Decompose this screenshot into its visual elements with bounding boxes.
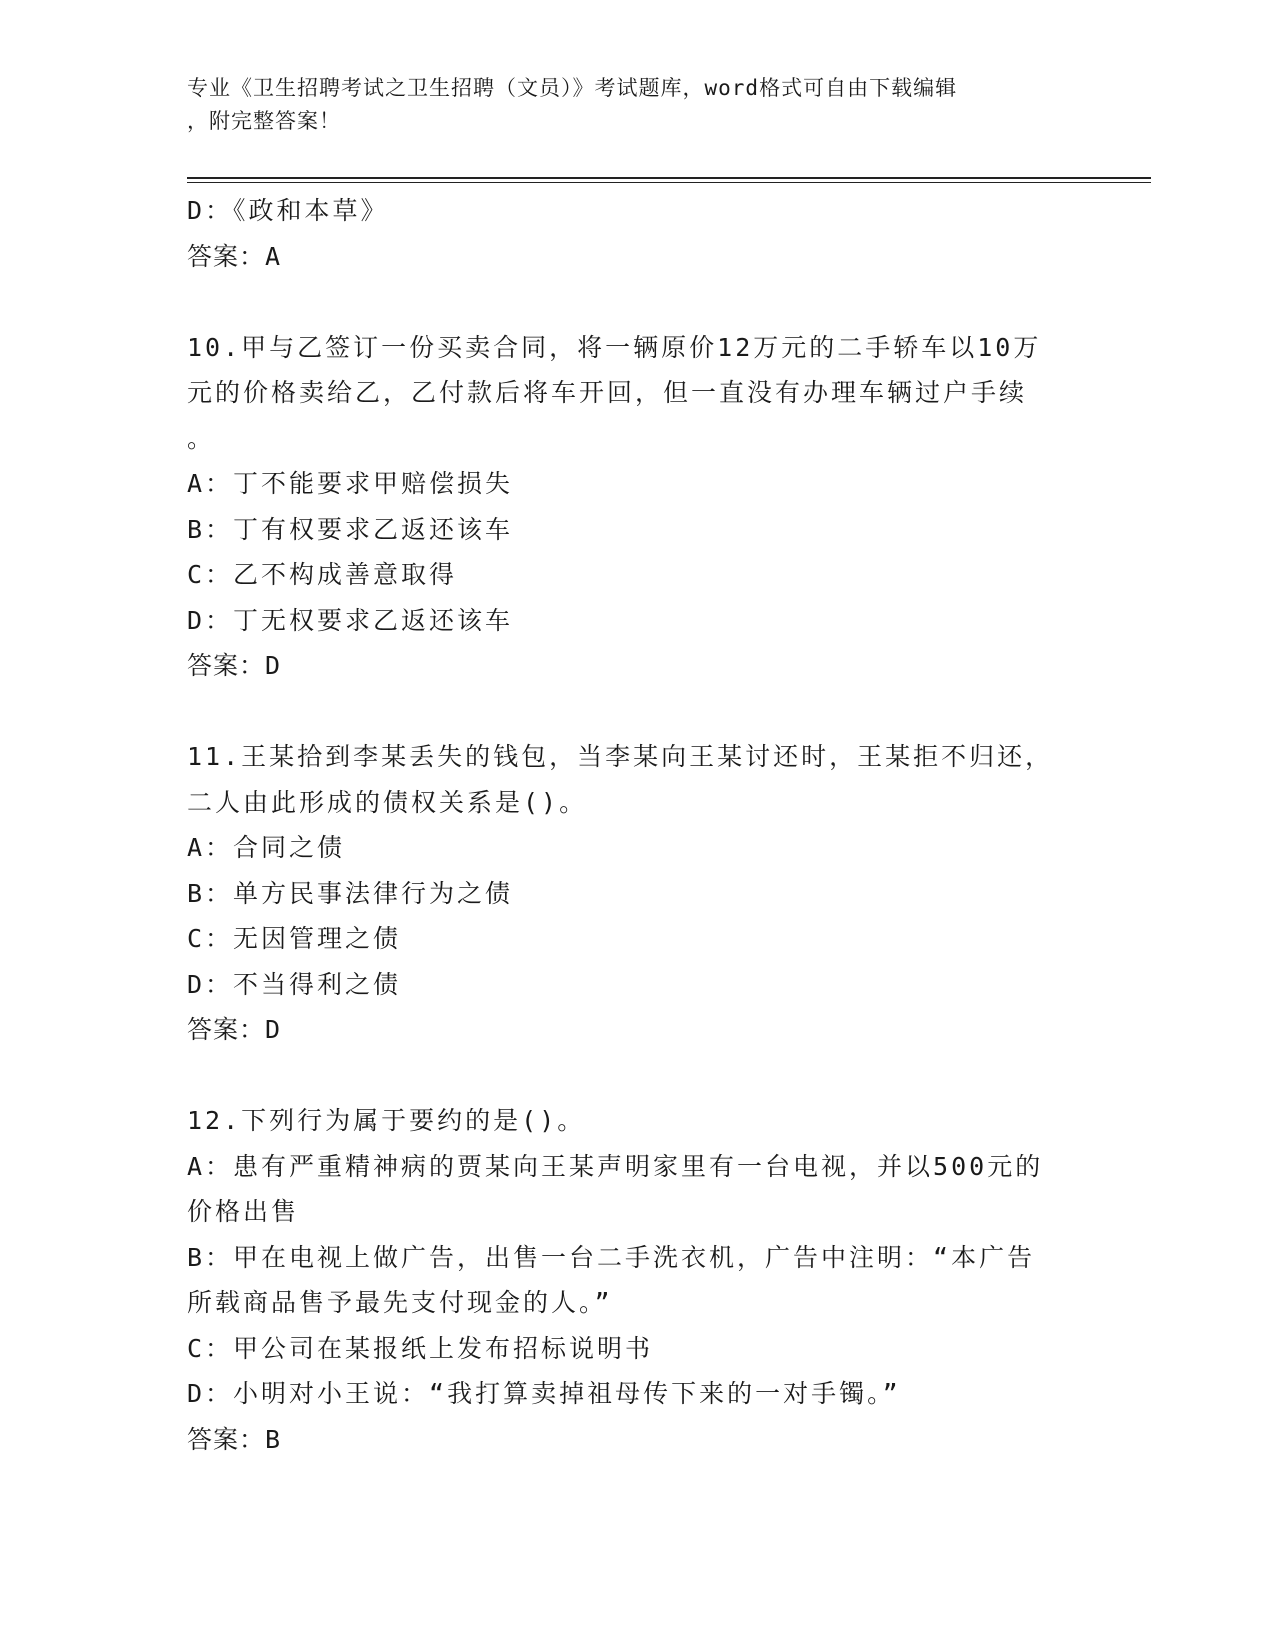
option-a: A：丁不能要求甲赔偿损失 (187, 469, 514, 498)
option-a: A：合同之债 (187, 833, 346, 862)
option-d: D：《政和本草》 (187, 196, 389, 225)
option-d: D：丁无权要求乙返还该车 (187, 605, 514, 635)
spacer (187, 1053, 1087, 1099)
answer: 答案：A (187, 241, 282, 271)
question-stem: 10.甲与乙签订一份买卖合同，将一辆原价12万元的二手轿车以10万 (187, 332, 1042, 362)
question-stem: 11.王某拾到李某丢失的钱包，当李某向王某讨还时，王某拒不归还， (187, 742, 1054, 771)
option-a-continued: 价格出售 (187, 1197, 300, 1226)
document-header (187, 72, 1087, 138)
option-c: C：甲公司在某报纸上发布招标说明书 (187, 1333, 654, 1363)
header-line-1: 专业《卫生招聘考试之卫生招聘（文员）》考试题库，word格式可自由下载编辑 (187, 76, 958, 100)
option-c: C：乙不构成善意取得 (187, 560, 458, 589)
header-rule-thick (187, 177, 1151, 179)
question-stem: 二人由此形成的债权关系是()。 (187, 787, 588, 817)
question-stem: 元的价格卖给乙，乙付款后将车开回，但一直没有办理车辆过户手续 (187, 378, 1028, 407)
question-10 (187, 325, 1087, 689)
question-11 (187, 734, 1087, 1053)
option-b: B：丁有权要求乙返还该车 (187, 514, 514, 544)
question-stem: 12.下列行为属于要约的是()。 (187, 1106, 586, 1135)
previous-question-tail (187, 188, 1087, 279)
answer: 答案：D (187, 651, 282, 680)
spacer (187, 279, 1087, 325)
header-rule-thin (187, 182, 1151, 183)
option-b-continued: 所载商品售予最先支付现金的人。” (187, 1288, 613, 1317)
answer: 答案：D (187, 1015, 282, 1044)
option-b: B：单方民事法律行为之债 (187, 878, 514, 908)
answer: 答案：B (187, 1424, 282, 1454)
spacer (187, 689, 1087, 735)
option-d: D：不当得利之债 (187, 969, 402, 999)
option-a: A：患有严重精神病的贾某向王某声明家里有一台电视，并以500元的 (187, 1151, 1044, 1181)
option-c: C：无因管理之债 (187, 924, 402, 953)
document-body (187, 188, 1087, 1462)
question-stem: 。 (187, 423, 216, 453)
header-line-2: ，附完整答案！ (187, 109, 341, 133)
option-b: B：甲在电视上做广告，出售一台二手洗衣机，广告中注明：“本广告 (187, 1242, 1036, 1272)
option-d: D：小明对小王说：“我打算卖掉祖母传下来的一对手镯。” (187, 1379, 901, 1408)
question-12 (187, 1098, 1087, 1462)
